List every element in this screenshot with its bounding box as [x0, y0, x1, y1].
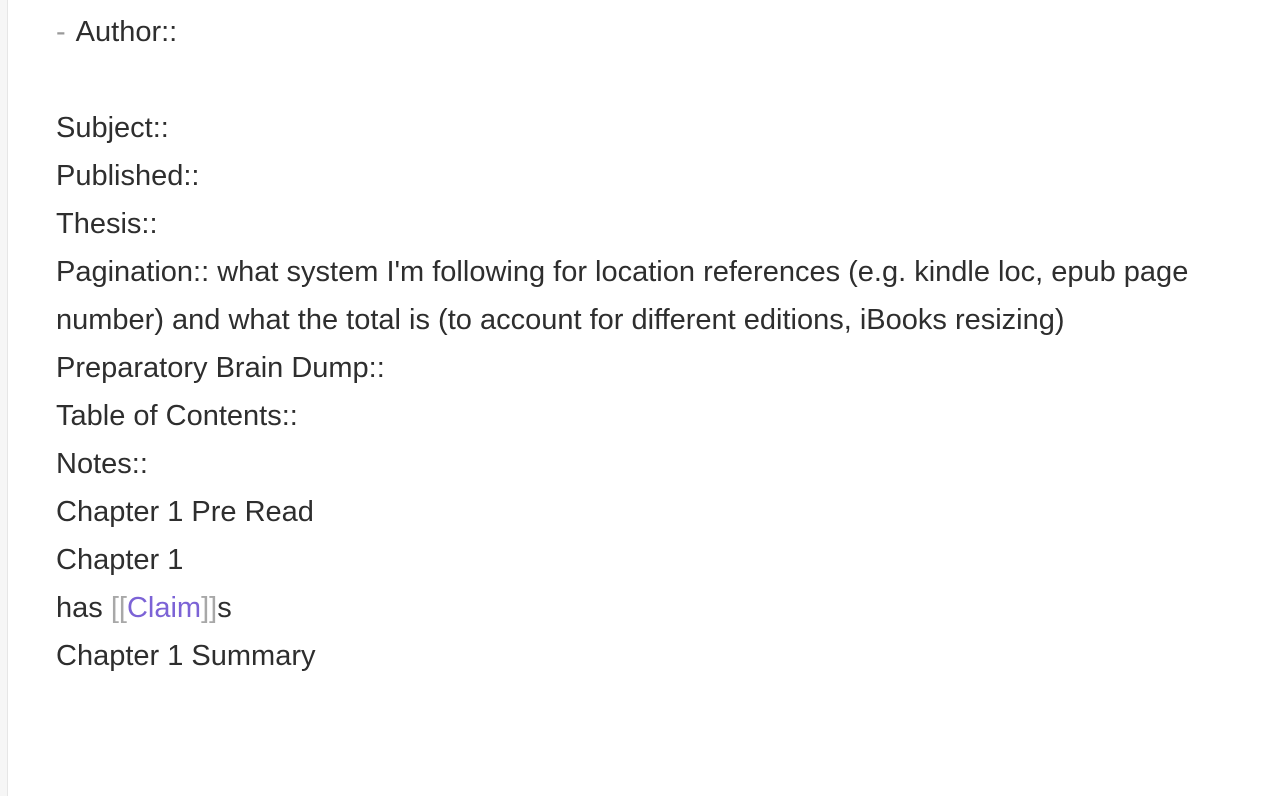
claim-line[interactable]	[56, 584, 1236, 632]
claim-link[interactable]: Claim	[126, 592, 202, 624]
author-label: Author::	[75, 16, 178, 48]
link-close-bracket: ]]	[201, 592, 218, 624]
chapter-pre-read-line[interactable]: Chapter 1 Pre Read	[56, 496, 314, 528]
editor-gutter	[0, 0, 8, 796]
chapter-summary-line[interactable]: Chapter 1 Summary	[56, 640, 316, 672]
subject-property[interactable]: Subject::	[56, 112, 169, 144]
link-open-bracket: [[	[110, 592, 127, 624]
chapter-heading-line[interactable]: Chapter 1	[56, 544, 184, 576]
claim-suffix: s	[217, 592, 232, 624]
list-bullet-dash-icon: -	[56, 16, 66, 48]
author-property[interactable]	[56, 8, 1236, 56]
toc-property[interactable]: Table of Contents::	[56, 400, 298, 432]
claim-prefix: has	[56, 592, 111, 624]
notes-property[interactable]: Notes::	[56, 448, 148, 480]
published-property[interactable]: Published::	[56, 160, 200, 192]
blank-line	[56, 56, 1236, 104]
note-editor[interactable]	[56, 8, 1236, 680]
brain-dump-property[interactable]: Preparatory Brain Dump::	[56, 352, 385, 384]
pagination-property[interactable]: Pagination:: what system I'm following for location references (e.g. kindle loc, epub page number) and what the total is (to account for different editions, iBooks resizing)	[56, 256, 1189, 336]
thesis-property[interactable]: Thesis::	[56, 208, 158, 240]
